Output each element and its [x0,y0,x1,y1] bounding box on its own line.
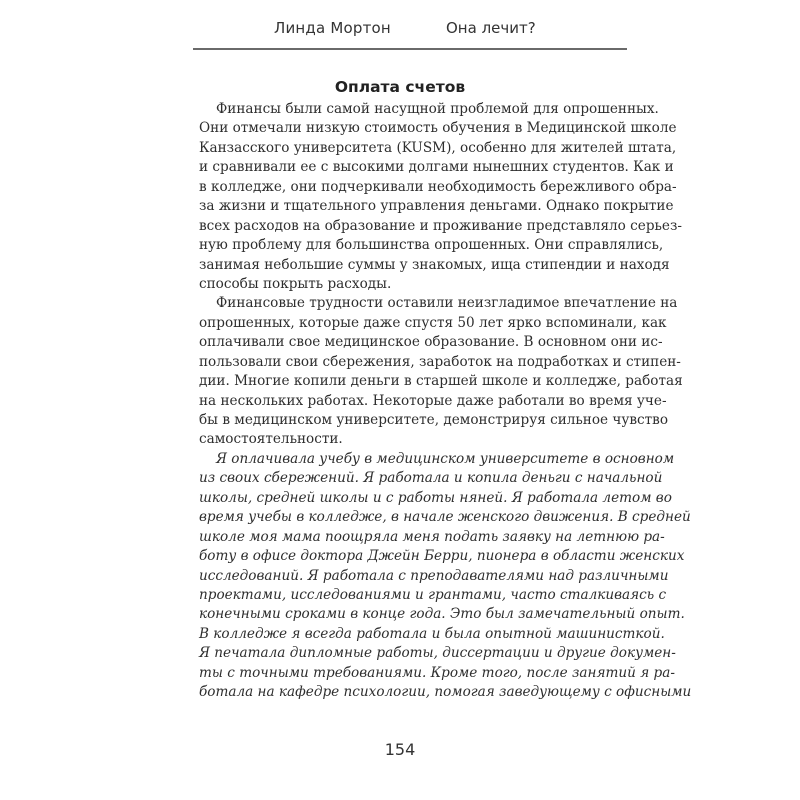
text-line: бы в медицинском университете, демонстрируя сильное чувство [199,412,669,428]
quote-paragraph [199,450,692,703]
text-line: ботала на кафедре психологии, помогая заведующему с офисными [199,684,692,701]
text-line: В колледже я всегда работала и была опытной машинисткой. [199,625,665,642]
text-line: дии. Многие копили деньги в старшей школе и колледже, работая [199,373,683,390]
text-line: занимая небольшие суммы у знакомых, ища стипендии и находя [199,256,670,273]
text-line: всех расходов на образование и проживание представляло серьез- [199,217,682,234]
text-line: Я оплачивала учебу в медицинском университете в основном [216,450,675,467]
text-line: школе моя мама поощряла меня подать заявку на летнюю ра- [199,528,665,545]
text-line: Они отмечали низкую стоимость обучения в Медицинской школе [199,120,677,137]
body-text [199,100,692,703]
text-line: проектами, исследованиями и грантами, часто сталкиваясь с [199,586,667,603]
text-line: опрошенных, которые даже спустя 50 лет ярко вспоминали, как [199,314,667,331]
text-line: Канзасского университета (KUSM), особенно для жителей штата, [199,139,677,156]
text-line: самостоятельности. [199,431,343,448]
text-line: исследований. Я работала с преподавателями над различными [199,567,669,584]
text-line: конечными сроками в конце года. Это был замечательный опыт. [199,606,685,623]
text-line: за жизни и тщательного управления деньгами. Однако покрытие [199,198,674,215]
paragraph [199,100,682,294]
text-line: Я печатала дипломные работы, диссертации и другие докумен- [199,645,676,662]
text-line: из своих сбережений. Я работала и копила деньги с начальной [199,470,663,487]
running-header [0,16,800,40]
header-author: Линда Мортон [274,19,391,37]
text-line: на нескольких работах. Некоторые даже работали во время уче- [199,392,667,409]
text-line: ную проблему для большинства опрошенных. Они справлялись, [199,237,664,254]
text-line: способы покрыть расходы. [199,275,392,292]
text-line: Финансы были самой насущной проблемой для опрошенных. [216,101,659,117]
text-line: ты с точными требованиями. Кроме того, после занятий я ра- [199,664,675,681]
paragraph [199,294,683,450]
text-line: боту в офисе доктора Джейн Берри, пионера в области женских [199,548,685,565]
header-book-title: Она лечит? [446,19,536,37]
text-line: школы, средней школы и с работы няней. Я работала летом во [199,489,672,506]
text-line: Финансовые трудности оставили неизгладимое впечатление на [216,295,678,312]
page-number: 154 [384,740,416,759]
text-line: время учебы в колледже, в начале женского движения. В средней [199,509,691,526]
text-line: пользовали свои сбережения, заработок на подработках и стипен- [199,353,681,370]
text-line: в колледже, они подчеркивали необходимость бережливого обра- [199,178,677,195]
section-heading: Оплата счетов [334,78,466,96]
text-line: и сравнивали ее с высокими долгами нынешних студентов. Как и [199,159,674,176]
text-line: оплачивали свое медицинское образование. В основном они ис- [199,334,663,351]
header-rule [193,48,627,50]
